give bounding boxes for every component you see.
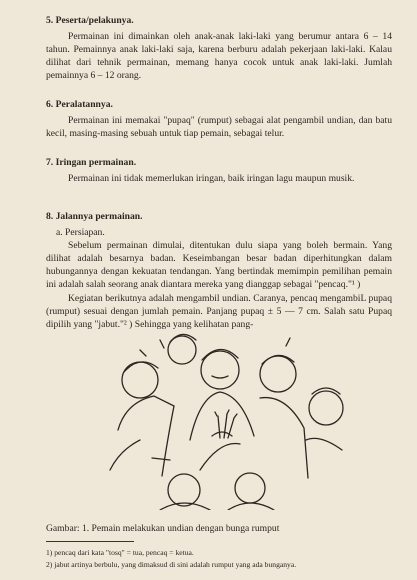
paragraph: Sebelum permainan dimulai, ditentukan dulu siapa yang boleh bermain. Yang dilihat adalah besarnya badan. Keseimbangan besar badan diperhitungkan dalam hubungannya dengan kekuatan tendangan. Yang bertindak memimpin pemilihan pemain ini adalah salah seorang anak diantara mereka yang dianggap sebagai "pencaq."¹ ) (46, 240, 392, 291)
paragraph: Kegiatan berikutnya adalah mengambil undian. Caranya, pencaq mengambiL pupaq (rumput) sesuai dengan jumlah pemain. Panjang pupaq ± 5 — 7 cm. Salah satu Pupaq dipilih yang "jabut."² ) Sehingga yang kelihatan pang- (46, 292, 392, 330)
section-heading: 5. Peserta/pelakunya. (46, 15, 134, 26)
paragraph: Permainan ini tidak memerlukan iringan, baik iringan lagu maupun musik. (68, 173, 355, 185)
figure-caption: Gambar: 1. Pemain melakukan undian dengan bunga rumput (46, 523, 280, 534)
footnote: 1) pencaq dari kata "tosq" = tua, pencaq = ketua. (46, 548, 194, 557)
section-heading: 8. Jalannya permainan. (46, 211, 143, 222)
children-drawing-illustration (100, 320, 346, 510)
paragraph: Permainan ini dimainkan oleh anak-anak laki-laki yang berumur antara 6 – 14 tahun. Pemainnya anak laki-laki saja, karena berburu adalah pekerjaan laki-laki. Kalau dilihat dari tehnik permainan, memang hanya cocok untuk anak laki-laki. Jumlah pemainnya 6 – 12 orang. (46, 31, 392, 82)
section-7 (46, 156, 392, 185)
section-heading: 6. Peralatannya. (46, 99, 113, 110)
subsection-heading: a. Persiapan. (56, 227, 105, 239)
section-5 (46, 14, 392, 82)
section-8 (46, 210, 392, 331)
footnote: 2) jabut artinya berbulu, yang dimaksud di sini adalah rumput yang ada bunganya. (46, 560, 297, 569)
section-heading: 7. Iringan permainan. (46, 157, 137, 168)
footnote-divider (46, 541, 134, 542)
section-6 (46, 98, 392, 140)
paragraph: Permainan ini memakai "pupaq" (rumput) sebagai alat pengambil undian, dan batu kecil, masing-masing sebuah untuk tiap pemain, sebagai telur. (46, 115, 392, 140)
